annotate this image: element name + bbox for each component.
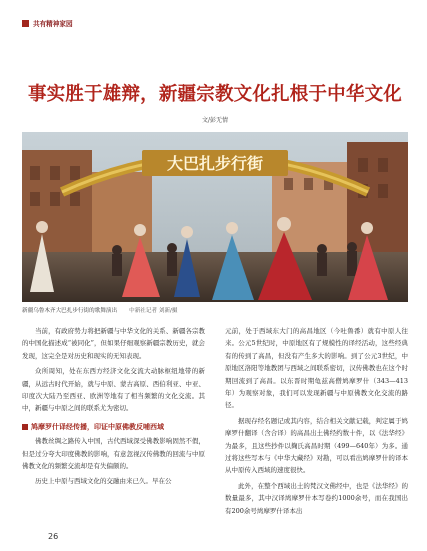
subhead-text: 鸠摩罗什译经传播，印证中原佛教反哺西域 [31,422,164,431]
subhead-square-icon [22,424,28,430]
street-performance-photo [22,132,408,302]
article-title: 事实胜于雄辩，新疆宗教文化扎根于中华文化 [27,84,402,105]
section-subhead [22,421,205,433]
paragraph: 此外，在整个西域出土的梵汉文佛经中，也是《法华经》的数量最多，其中汉译鸠摩罗什本写卷约1000余号，而在我国出有200余号鸠摩罗什译本出 [225,481,408,515]
paragraph: 佛教丝绸之路传入中国，古代西域深受佛教影响固然不假，但是过分夸大印度佛教的影响，有意忽视汉传佛教的回流与中原佛教文化的频繁交流却是有失偏颇的。 [22,437,205,471]
caption-text: 新疆乌鲁木齐大巴扎步行街的歌舞演出 [22,308,118,314]
column-tag [22,16,73,30]
left-column [22,325,205,488]
paragraph: 据现存经名题记或其内容，结合相关文献记载，判定属于鸠摩罗什翻译（含合译）的高昌出土佛经约数十件，以《法华经》为最多，且这些抄件以麹氏高昌时期（499—640年）为多。通过将这些写本与《中华大藏经》对勘，可以看出鸠摩罗什的译本从中原传入西域的速度很快。 [225,416,408,475]
article-photo [22,132,408,302]
paragraph: 当前，有政府势力将把新疆与中华文化的关系、新疆各宗教的中国化描述成“被同化”，但如果仔细观察新疆宗教历史，就会发现，这完全是对历史和现实的无知表现。 [22,327,205,360]
paragraph: 众所周知，处在东西方经济文化交流大动脉枢纽地带的新疆，从远古时代开始，就与中原、蒙古高原、西伯利亚、中亚、印度次大陆乃至西亚、欧洲等地有了相当频繁的文化交流。其中，新疆与中原之间的联系尤为密切。 [22,367,205,413]
paragraph: 历史上中原与西域文化的交融由来已久。早在公 [35,477,172,486]
paragraph: 元前，处于西域东大门的高昌地区（今吐鲁番）就有中原人往来。公元5世纪时，中原地区有了规模性的译经活动，这些经典有的传到了高昌，但没有产生多大的影响。到了公元3世纪，中原地区洛阳等地教团与西域之间联系密切，汉传佛教也在这个时期回流到了高昌。以东晋时期龟兹高僧鸠摩罗什（343—413年）为观察对象，我们可以发现新疆与中原佛教文化交流的路径。 [225,327,408,410]
column-tag-square-icon [22,20,29,27]
magazine-page [22,16,408,536]
photo-credit: 中新社记者 刘新/摄 [129,308,178,314]
photo-caption [22,306,178,314]
column-tag-label: 共有精神家园 [33,20,73,28]
page-number: 26 [48,532,59,541]
sign-text: 大巴扎步行街 [166,154,264,173]
right-column [225,325,408,517]
article-byline: 文/彭无情 [201,117,229,124]
